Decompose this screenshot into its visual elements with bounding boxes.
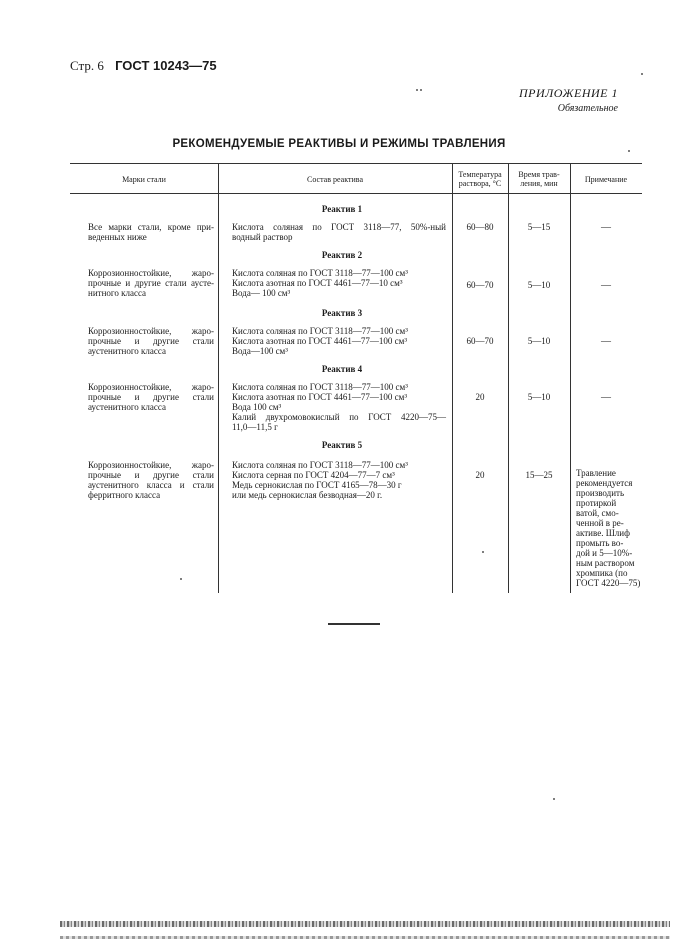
reagent-composition: Кислота соляная по ГОСТ 3118—77—100 см³ Кислота азотная по ГОСТ 4461—77—10 см³ Вода— 100 см³	[232, 268, 408, 298]
temperature-value: 20	[475, 392, 485, 402]
time-value: 5—10	[527, 280, 551, 290]
table-header-rule	[70, 193, 642, 194]
appendix-label: ПРИЛОЖЕНИЕ 1	[519, 86, 618, 100]
note-dash: —	[601, 392, 611, 403]
reagent-composition: Кислота соляная по ГОСТ 3118—77—100 см³ Кислота азотная по ГОСТ 4461—77—100 см³ Вода—100 см³	[232, 326, 408, 356]
column-header-note: Примечание	[584, 175, 628, 184]
table-top-rule	[70, 163, 642, 164]
steel-grades: Коррозионностойкие, жаро- прочные и другие стали аусте- нитного класса	[88, 268, 214, 298]
reagent-composition: Кислота соляная по ГОСТ 3118—77—100 см³ Кислота азотная по ГОСТ 4461—77—100 см³ Вода 100 см³ Калий двухромовокислый по ГОСТ 4220—75— 11,0—11,5 г	[232, 382, 446, 432]
reagent-title: Реактив 3	[321, 308, 363, 318]
column-divider	[218, 163, 219, 593]
scan-speck	[628, 150, 630, 152]
steel-grades: Коррозионностойкие, жаро- прочные и другие стали аустенитного класса	[88, 326, 214, 356]
steel-grades: Все марки стали, кроме при- веденных ниже	[88, 222, 214, 242]
scan-speck	[180, 578, 182, 580]
temperature-value: 60—70	[466, 280, 494, 290]
scan-speck	[553, 798, 555, 800]
time-value: 5—15	[527, 222, 551, 232]
scan-speck	[420, 89, 422, 91]
page-number: Стр. 6	[70, 58, 104, 73]
scan-speck	[416, 89, 418, 91]
reagent-composition: Кислота соляная по ГОСТ 3118—77—100 см³ Кислота серная по ГОСТ 4204—77—7 см³ Медь сернокислая по ГОСТ 4165—78—30 г или медь сернокислая безводная—20 г.	[232, 460, 408, 500]
scan-edge-artifact	[60, 921, 670, 927]
temperature-value: 60—70	[466, 336, 494, 346]
reagent-title: Реактив 4	[321, 364, 363, 374]
reagent-composition: Кислота соляная по ГОСТ 3118—77, 50%-ный водный раствор	[232, 222, 446, 242]
steel-grades: Коррозионностойкие, жаро- прочные и другие стали аустенитного класса	[88, 382, 214, 412]
scan-edge-artifact	[60, 936, 670, 939]
temperature-value: 20	[475, 470, 485, 480]
note-dash: —	[601, 336, 611, 347]
note-dash: —	[601, 222, 611, 233]
note-dash: —	[601, 280, 611, 291]
end-rule	[328, 623, 380, 625]
page-header	[70, 58, 217, 74]
temperature-value: 60—80	[466, 222, 494, 232]
mandatory-label: Обязательное	[557, 103, 618, 114]
reagent-title: Реактив 1	[321, 204, 363, 214]
standard-number: ГОСТ 10243—75	[115, 58, 217, 73]
column-header-steel: Марки стали	[122, 175, 166, 184]
scan-speck	[482, 551, 484, 553]
page-title: РЕКОМЕНДУЕМЫЕ РЕАКТИВЫ И РЕЖИМЫ ТРАВЛЕНИЯ	[172, 138, 506, 150]
column-header-time: Время трав- ления, мин	[518, 170, 560, 188]
column-header-composition: Состав реактива	[307, 175, 363, 184]
column-header-temperature: Температура раствора, °С	[458, 170, 502, 188]
scan-speck	[641, 73, 643, 75]
time-value: 15—25	[525, 470, 553, 480]
time-value: 5—10	[527, 392, 551, 402]
note-text: Травление рекомендуется производить протиркой ватой, смо- ченной в ре- активе. Шлиф промыть во- дой и 5—10%- ным раствором хромпика (по ГОСТ 4220—75)	[576, 468, 641, 588]
reagent-title: Реактив 5	[321, 440, 363, 450]
column-divider	[570, 163, 571, 593]
steel-grades: Коррозионностойкие, жаро- прочные и другие стали аустенитного класса и стали ферритного класса	[88, 460, 214, 500]
time-value: 5—10	[527, 336, 551, 346]
reagent-title: Реактив 2	[321, 250, 363, 260]
